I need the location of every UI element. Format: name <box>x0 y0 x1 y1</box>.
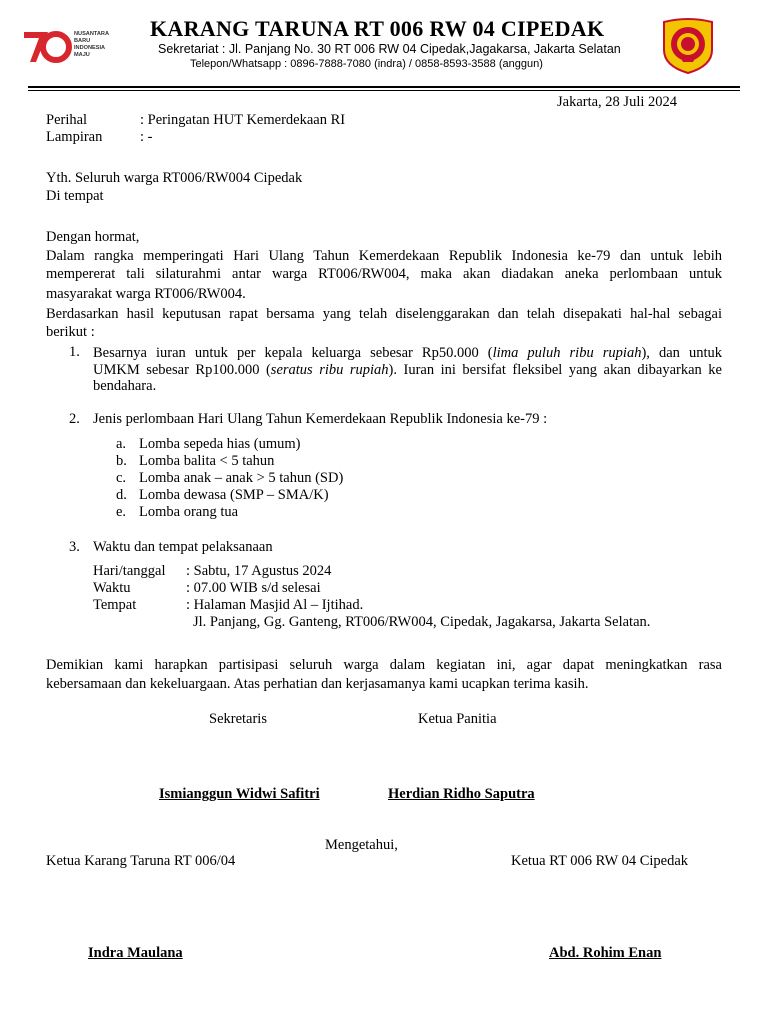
item-2-text: Jenis perlombaan Hari Ulang Tahun Kemerdekaan Republik Indonesia ke-79 : <box>93 411 548 427</box>
closing-line-2: kebersamaan dan kekeluargaan. Atas perhatian dan kerjasamanya kami ucapkan terima kasih. <box>46 676 589 692</box>
sub-item-e-letter: e. <box>116 504 127 520</box>
paragraph-2-line-2: berikut : <box>46 324 95 340</box>
sub-item-c-text: Lomba anak – anak > 5 tahun (SD) <box>139 470 344 486</box>
sub-item-d-text: Lomba dewasa (SMP – SMA/K) <box>139 487 329 503</box>
paragraph-2-line-1: Berdasarkan hasil keputusan rapat bersama yang telah diselenggarakan dan telah disepakati hal-hal sebagai <box>46 306 722 322</box>
perihal-value: : Peringatan HUT Kemerdekaan RI <box>140 112 346 128</box>
sub-item-e-text: Lomba orang tua <box>139 504 239 520</box>
org-contact: Telepon/Whatsapp : 0896-7888-7080 (indra) / 0858-8593-3588 (anggun) <box>190 58 543 70</box>
signature-title-ketua-panitia: Ketua Panitia <box>418 711 497 727</box>
perihal-label: Perihal <box>46 112 88 128</box>
sub-item-c-letter: c. <box>116 470 127 486</box>
signature-title-ketua-rt: Ketua RT 006 RW 04 Cipedak <box>511 853 689 869</box>
sub-item-b-letter: b. <box>116 453 127 469</box>
item-2-number: 2. <box>69 411 80 427</box>
item-1-line-3: bendahara. <box>93 378 157 394</box>
schedule-value-date: : Sabtu, 17 Agustus 2024 <box>186 563 332 579</box>
item-1-line-1: Besarnya iuran untuk per kepala keluarga sebesar Rp50.000 (lima puluh ribu rupiah), dan untuk <box>93 345 723 361</box>
schedule-label-date: Hari/tanggal <box>93 563 166 579</box>
schedule-label-time: Waktu <box>93 580 131 596</box>
sub-item-b-text: Lomba balita < 5 tahun <box>139 453 275 469</box>
signature-name-sekretaris: Ismianggun Widwi Safitri <box>159 786 320 802</box>
header-rule-thick <box>28 86 740 88</box>
header-rule-thin <box>28 90 740 91</box>
item-3-text: Waktu dan tempat pelaksanaan <box>93 539 273 555</box>
karang-taruna-seal-icon <box>660 16 716 74</box>
letter-date: Jakarta, 28 Juli 2024 <box>557 94 678 110</box>
paragraph-1-line-2: mempererat tali silaturahmi antar warga RT006/RW004, maka akan diadakan aneka perlombaan untuk <box>46 266 722 282</box>
signature-title-sekretaris: Sekretaris <box>209 711 267 727</box>
signature-name-ketua-karang-taruna: Indra Maulana <box>88 945 183 961</box>
signature-name-ketua-panitia: Herdian Ridho Saputra <box>388 786 535 802</box>
greeting: Dengan hormat, <box>46 229 140 245</box>
schedule-label-place: Tempat <box>93 597 137 613</box>
signature-title-ketua-karang-taruna: Ketua Karang Taruna RT 006/04 <box>46 853 236 869</box>
lampiran-label: Lampiran <box>46 129 103 145</box>
schedule-value-time: : 07.00 WIB s/d selesai <box>186 580 321 596</box>
item-3-number: 3. <box>69 539 80 555</box>
paragraph-1-line-1: Dalam rangka memperingati Hari Ulang Tahun Kemerdekaan Republik Indonesia ke-79 dan untuk lebih <box>46 248 722 264</box>
schedule-value-place: : Halaman Masjid Al – Ijtihad. <box>186 597 364 613</box>
logo-text: NUSANTARA BARU INDONESIA MAJU <box>74 31 110 58</box>
hut-79-emblem-icon <box>22 26 72 66</box>
org-address: Sekretariat : Jl. Panjang No. 30 RT 006 RW 04 Cipedak,Jagakarsa, Jakarta Selatan <box>158 42 621 56</box>
closing-line-1: Demikian kami harapkan partisipasi seluruh warga dalam kegiatan ini, agar dapat meningkatkan rasa <box>46 657 722 673</box>
item-1-line-2: UMKM sebesar Rp100.000 (seratus ribu rupiah). Iuran ini bersifat fleksibel yang akan dibayarkan ke <box>93 362 722 378</box>
mengetahui-label: Mengetahui, <box>325 837 398 853</box>
paragraph-1-line-3: masyarakat warga RT006/RW004. <box>46 286 246 302</box>
org-title: KARANG TARUNA RT 006 RW 04 CIPEDAK <box>150 16 605 41</box>
sub-item-a-letter: a. <box>116 436 127 452</box>
hut-ri-79-logo <box>22 26 122 66</box>
sub-item-a-text: Lomba sepeda hias (umum) <box>139 436 301 452</box>
item-1-number: 1. <box>69 344 80 360</box>
recipient-place: Di tempat <box>46 188 104 204</box>
schedule-address-continued: Jl. Panjang, Gg. Ganteng, RT006/RW004, Cipedak, Jagakarsa, Jakarta Selatan. <box>193 614 651 630</box>
lampiran-value: : - <box>140 129 153 145</box>
recipient: Yth. Seluruh warga RT006/RW004 Cipedak <box>46 170 303 186</box>
sub-item-d-letter: d. <box>116 487 127 503</box>
signature-name-ketua-rt: Abd. Rohim Enan <box>549 945 662 961</box>
